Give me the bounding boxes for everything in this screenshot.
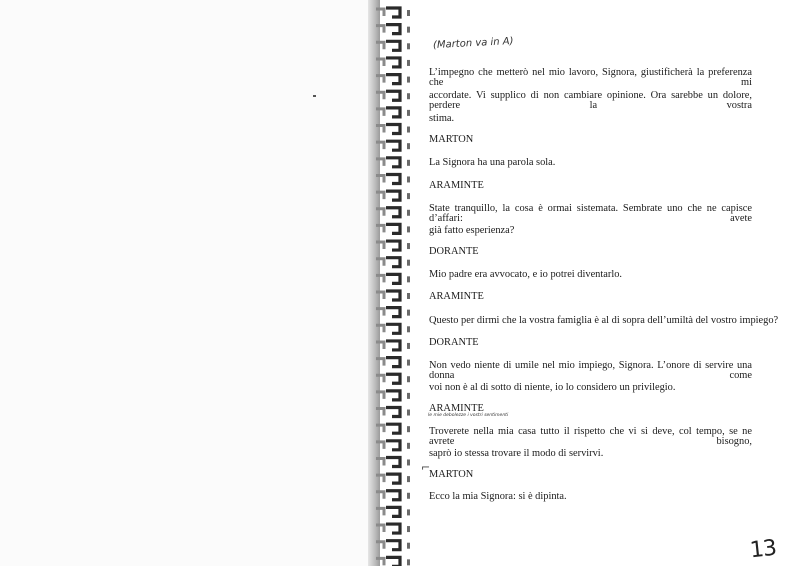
binding-ring xyxy=(376,474,410,483)
dialogue-line: Non vedo niente di umile nel mio impiego, Signora. L’onore di servire una donna come xyxy=(429,360,752,382)
binding-ring xyxy=(376,141,410,150)
binding-ring xyxy=(376,241,410,250)
speaker-name: ARAMINTE xyxy=(429,291,484,302)
binding-ring xyxy=(376,424,410,433)
dialogue-line: Ecco la mia Signora: si è dipinta. xyxy=(429,491,567,502)
dialogue-line: Mio padre era avvocato, e io potrei diventarlo. xyxy=(429,269,623,280)
right-page xyxy=(420,0,800,566)
binding-ring xyxy=(376,491,410,500)
binding-ring xyxy=(376,358,410,367)
binding-ring xyxy=(376,391,410,400)
binding-ring xyxy=(376,408,410,417)
dialogue-line: saprò io stessa trovare il modo di servirvi. xyxy=(429,448,604,459)
binding-ring xyxy=(376,191,410,200)
binding-ring xyxy=(376,108,410,117)
binding-ring xyxy=(376,41,410,50)
binding-rings xyxy=(372,0,420,566)
speaker-name: DORANTE xyxy=(429,337,479,348)
paper-speck xyxy=(313,95,316,97)
binding-ring xyxy=(376,208,410,217)
binding-ring xyxy=(376,507,410,516)
binding-ring xyxy=(376,524,410,533)
binding-ring xyxy=(376,174,410,183)
binding-ring xyxy=(376,258,410,267)
speaker-name: DORANTE xyxy=(429,246,479,257)
margin-bracket-mark: ⌐ xyxy=(421,461,431,474)
page-number: 13 xyxy=(748,535,778,564)
handwritten-stage-note: (Marton va in A) xyxy=(432,35,514,52)
binding-ring xyxy=(376,541,410,550)
dialogue-line: accordate. Vi supplico di non cambiare opinione. Ora sarebbe un dolore, perdere la vostra xyxy=(429,90,752,112)
dialogue-line: State tranquillo, la cosa è ormai sistemata. Sembrate uno che ne capisce d’affari: avete xyxy=(429,203,752,225)
dialogue-line: Troverete nella mia casa tutto il rispetto che vi si deve, col tempo, se ne avrete bisogno, xyxy=(429,426,752,448)
binding-ring xyxy=(376,291,410,300)
dialogue-line: stima. xyxy=(429,113,455,124)
handwritten-margin-note: le mie debolezze i vostri sentimenti xyxy=(428,413,509,418)
dialogue-line: già fatto esperienza? xyxy=(429,225,515,236)
binding-ring xyxy=(376,8,410,17)
spiral-binding xyxy=(372,0,420,566)
dialogue-line: voi non è al di sotto di niente, io lo considero un privilegio. xyxy=(429,382,676,393)
speaker-name: ARAMINTE xyxy=(429,180,484,191)
binding-ring xyxy=(376,224,410,233)
binding-ring xyxy=(376,308,410,317)
dialogue-line: L’impegno che metterò nel mio lavoro, Signora, giustificherà la preferenza che mi xyxy=(429,67,752,89)
binding-ring xyxy=(376,274,410,283)
speaker-name: MARTON xyxy=(429,134,474,145)
binding-ring xyxy=(376,58,410,67)
binding-ring xyxy=(376,557,410,566)
binding-ring xyxy=(376,341,410,350)
binding-ring xyxy=(376,374,410,383)
binding-ring xyxy=(376,75,410,84)
binding-ring xyxy=(376,91,410,100)
binding-ring xyxy=(376,441,410,450)
binding-ring xyxy=(376,158,410,167)
speaker-name: ARAMINTE xyxy=(429,403,484,414)
binding-ring xyxy=(376,125,410,134)
dialogue-line: La Signora ha una parola sola. xyxy=(429,157,556,168)
binding-ring xyxy=(376,457,410,466)
binding-ring xyxy=(376,324,410,333)
left-page-back xyxy=(0,0,372,566)
dialogue-line: Questo per dirmi che la vostra famiglia è al di sopra dell’umiltà del vostro impiego? xyxy=(429,315,779,326)
binding-ring xyxy=(376,25,410,34)
speaker-name: MARTON xyxy=(429,469,474,480)
